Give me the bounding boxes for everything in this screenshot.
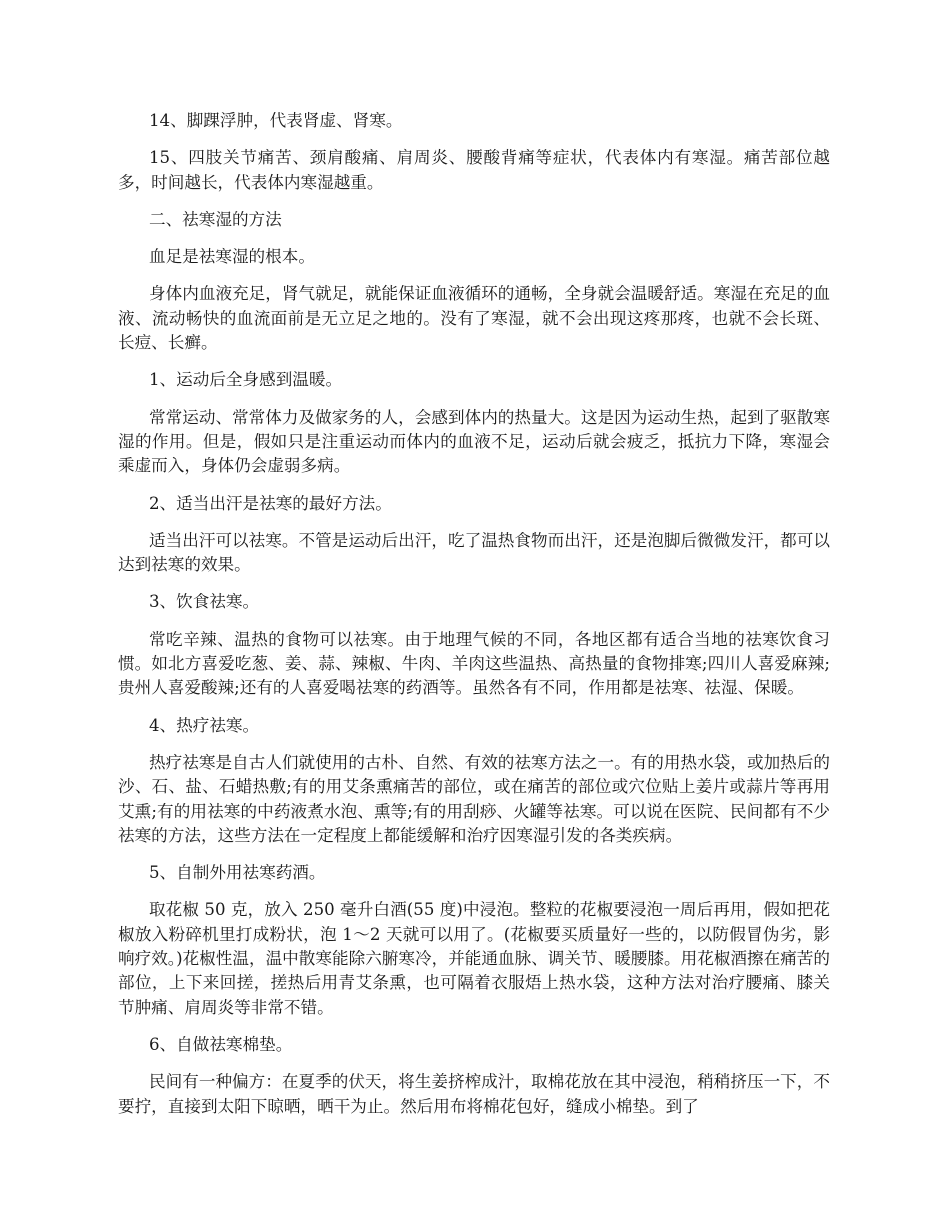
method-2-heading: 2、适当出汗是祛寒的最好方法。 [149,493,392,513]
section-heading-methods: 二、祛寒湿的方法 [149,209,282,229]
method-3-body: 常吃辛辣、温热的食物可以祛寒。由于地理气候的不同，各地区都有适合当地的祛寒饮食习惯。如北方喜爱吃葱、姜、蒜、辣椒、牛肉、羊肉这些温热、高热量的食物排寒;四川人喜爱麻辣;贵州人喜爱酸辣;还有的人喜爱喝祛寒的药酒等。虽然各有不同，作用都是祛寒、祛湿、保暖。 [118,629,830,698]
paragraph-blood-circulation: 身体内血液充足，肾气就足，就能保证血液循环的通畅，全身就会温暖舒适。寒湿在充足的血液、流动畅快的血流面前是无立足之地的。没有了寒湿，就不会出现这疼那疼，也就不会长斑、长痘、长癣。 [118,284,830,353]
symptom-15: 15、四肢关节痛苦、颈肩酸痛、肩周炎、腰酸背痛等症状，代表体内有寒湿。痛苦部位越多，时间越长，代表体内寒湿越重。 [118,148,830,192]
method-4-heading: 4、热疗祛寒。 [149,715,260,735]
method-5-body: 取花椒 50 克，放入 250 毫升白酒(55 度)中浸泡。整粒的花椒要浸泡一周后再用，假如把花椒放入粉碎机里打成粉状，泡 1～2 天就可以用了。(花椒要买质量好一些的，以防假冒伪劣，影响疗效。)花椒性温，温中散寒能除六腑寒冷，并能通血脉、调关节、暖腰膝。用花椒酒擦在痛苦的部位，上下来回搓，搓热后用青艾条熏，也可隔着衣服焐上热水袋，这种方法对治疗腰痛、膝关节肿痛、肩周炎等非常不错。 [118,900,830,1017]
method-5-heading: 5、自制外用祛寒药酒。 [149,863,326,883]
method-4-body: 热疗祛寒是自古人们就使用的古朴、自然、有效的祛寒方法之一。有的用热水袋，或加热后的沙、石、盐、石蜡热敷;有的用艾条熏痛苦的部位，或在痛苦的部位或穴位贴上姜片或蒜片等再用艾熏;有的用祛寒的中药液煮水泡、熏等;有的用刮痧、火罐等祛寒。可以说在医院、民间都有不少祛寒的方法，这些方法在一定程度上都能缓解和治疗因寒湿引发的各类疾病。 [118,752,830,845]
symptom-14: 14、脚踝浮肿，代表肾虚、肾寒。 [149,111,403,130]
method-1-body: 常常运动、常常体力及做家务的人，会感到体内的热量大。这是因为运动生热，起到了驱散寒湿的作用。但是，假如只是注重运动而体内的血液不足，运动后就会疲乏，抵抗力下降，寒湿会乘虚而入，身体仍会虚弱多病。 [118,407,830,476]
method-1-heading: 1、运动后全身感到温暖。 [149,370,343,390]
method-2-body: 适当出汗可以祛寒。不管是运动后出汗，吃了温热食物而出汗，还是泡脚后微微发汗，都可以达到祛寒的效果。 [118,530,830,575]
method-6-body: 民间有一种偏方：在夏季的伏天，将生姜挤榨成汁，取棉花放在其中浸泡，稍稍挤压一下，不要拧，直接到太阳下晾晒，晒干为止。然后用布将棉花包好，缝成小棉垫。到了 [118,1072,830,1116]
method-3-heading: 3、饮食祛寒。 [149,592,260,612]
method-6-heading: 6、自做祛寒棉垫。 [149,1034,293,1054]
paragraph-blood-foundation: 血足是祛寒湿的根本。 [149,247,315,267]
